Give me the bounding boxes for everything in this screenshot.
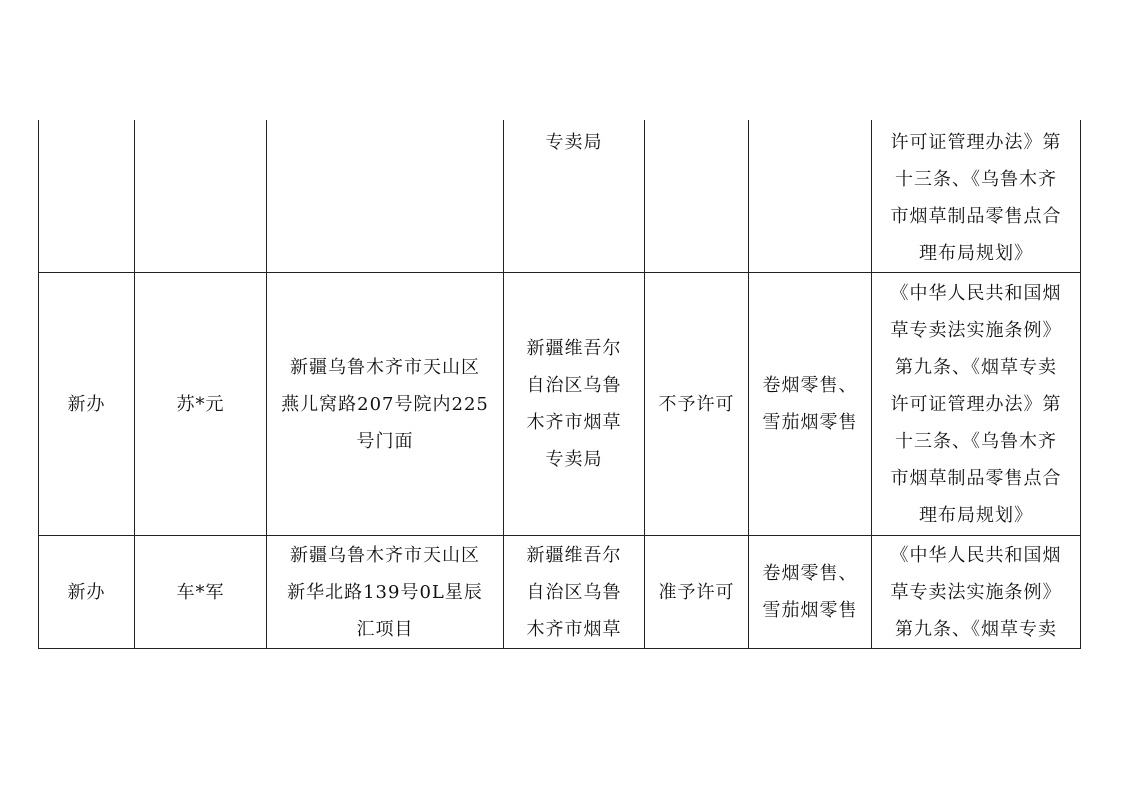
address-line: 号门面 — [356, 430, 414, 452]
decision-cell — [645, 120, 749, 273]
application-type-cell: 新办 — [39, 273, 135, 536]
business-scope-cell — [749, 120, 872, 273]
basis-line: 《中华人民共和国烟 — [890, 544, 1062, 566]
applicant-name-cell: 车*军 — [135, 536, 267, 649]
business-address-cell — [267, 273, 504, 536]
licensing-agency-cell — [504, 120, 645, 273]
licensing-agency-cell — [504, 273, 645, 536]
address-line: 汇项目 — [356, 618, 414, 640]
business-address-cell — [267, 536, 504, 649]
agency-line: 木齐市烟草 — [526, 412, 622, 433]
legal-basis-cell — [872, 120, 1081, 273]
business-scope-cell — [749, 536, 872, 649]
table-row — [39, 120, 1081, 273]
address-line: 新疆乌鲁木齐市天山区 — [290, 356, 480, 378]
permit-table — [38, 120, 1081, 649]
basis-line: 市烟草制品零售点合 — [890, 467, 1062, 489]
decision-cell: 不予许可 — [645, 273, 749, 536]
table-row — [39, 536, 1081, 649]
agency-line: 木齐市烟草 — [526, 618, 622, 640]
scope-line: 卷烟零售、 — [762, 375, 858, 396]
basis-line: 十三条、《乌鲁木齐 — [895, 430, 1057, 452]
address-line: 新疆乌鲁木齐市天山区 — [290, 544, 480, 566]
application-type-cell — [39, 120, 135, 273]
legal-basis-cell — [872, 536, 1081, 649]
business-scope-cell — [749, 273, 872, 536]
licensing-agency-cell — [504, 536, 645, 649]
basis-line: 草专卖法实施条例》 — [890, 581, 1062, 603]
applicant-name-cell — [135, 120, 267, 273]
basis-line: 理布局规划》 — [919, 243, 1033, 264]
agency-line: 专卖局 — [545, 132, 603, 153]
basis-line: 草专卖法实施条例》 — [890, 319, 1062, 341]
basis-line: 许可证管理办法》第 — [890, 393, 1062, 415]
decision-cell: 准予许可 — [645, 536, 749, 649]
basis-line: 《中华人民共和国烟 — [890, 282, 1062, 304]
address-line: 新华北路139号0L星辰 — [287, 581, 483, 603]
scope-line: 卷烟零售、 — [762, 563, 858, 584]
agency-line: 自治区乌鲁 — [526, 375, 622, 396]
scope-line: 雪茄烟零售 — [762, 600, 858, 621]
agency-line: 专卖局 — [545, 449, 603, 470]
basis-line: 理布局规划》 — [919, 504, 1033, 526]
basis-line: 十三条、《乌鲁木齐 — [895, 169, 1057, 190]
business-address-cell — [267, 120, 504, 273]
basis-line: 市烟草制品零售点合 — [890, 206, 1062, 227]
basis-line: 许可证管理办法》第 — [890, 132, 1062, 153]
scope-line: 雪茄烟零售 — [762, 412, 858, 433]
basis-line: 第九条、《烟草专卖 — [895, 356, 1057, 378]
basis-line: 第九条、《烟草专卖 — [895, 618, 1057, 640]
agency-line: 新疆维吾尔 — [526, 338, 622, 359]
agency-line: 新疆维吾尔 — [526, 544, 622, 566]
application-type-cell: 新办 — [39, 536, 135, 649]
agency-line: 自治区乌鲁 — [526, 581, 622, 603]
table-row — [39, 273, 1081, 536]
applicant-name-cell: 苏*元 — [135, 273, 267, 536]
legal-basis-cell — [872, 273, 1081, 536]
address-line: 燕儿窝路207号院内225 — [281, 393, 489, 415]
